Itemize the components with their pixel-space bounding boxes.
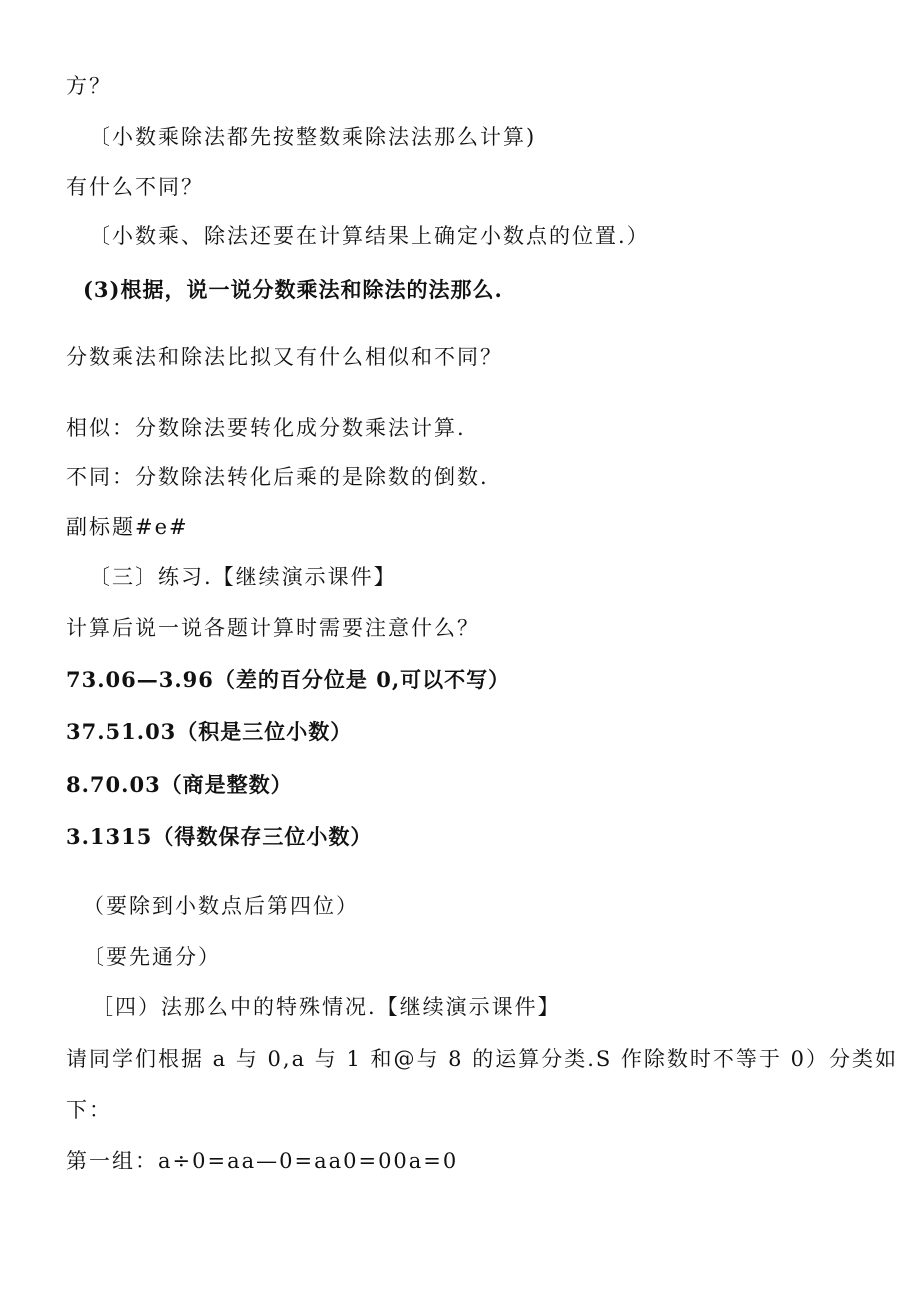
text-line-14: 8.70.03（商是整数）: [66, 772, 293, 797]
text-line-8: 不同：分数除法转化后乘的是除数的倒数.: [66, 465, 489, 489]
text-line-10: 〔三〕练习.【继续演示课件】: [89, 565, 397, 589]
text-line-18: ［四）法那么中的特殊情况.【继续演示课件】: [92, 995, 561, 1019]
text-line-20: 下：: [66, 1098, 112, 1122]
text-line-6: 分数乘法和除法比拟又有什么相似和不同？: [66, 345, 503, 369]
text-line-21: 第一组：a÷0=aa—0=aa0=00a=0: [66, 1149, 459, 1173]
text-line-16: （要除到小数点后第四位）: [83, 894, 359, 918]
text-line-4: 〔小数乘、除法还要在计算结果上确定小数点的位置.）: [89, 224, 650, 248]
text-line-19: 请同学们根据 a 与 0,a 与 1 和@与 8 的运算分类.S 作除数时不等于 0）分类如: [66, 1047, 898, 1071]
text-line-9: 副标题#e#: [66, 515, 189, 539]
text-line-5: (3)根据，说一说分数乘法和除法的法那么.: [83, 277, 503, 302]
text-line-2: 〔小数乘除法都先按整数乘除法法那么计算): [89, 125, 537, 149]
text-line-15: 3.1315（得数保存三位小数）: [66, 824, 373, 849]
text-line-13: 37.51.03（积是三位小数）: [66, 719, 353, 744]
text-line-11: 计算后说一说各题计算时需要注意什么？: [66, 616, 480, 640]
text-line-1: 方？: [66, 74, 112, 98]
text-line-3: 有什么不同？: [66, 175, 204, 199]
text-line-12: 73.06—3.96（差的百分位是 0,可以不写）: [66, 667, 511, 692]
text-line-7: 相似：分数除法要转化成分数乘法计算.: [66, 416, 466, 440]
text-line-17: 〔要先通分）: [83, 945, 221, 969]
